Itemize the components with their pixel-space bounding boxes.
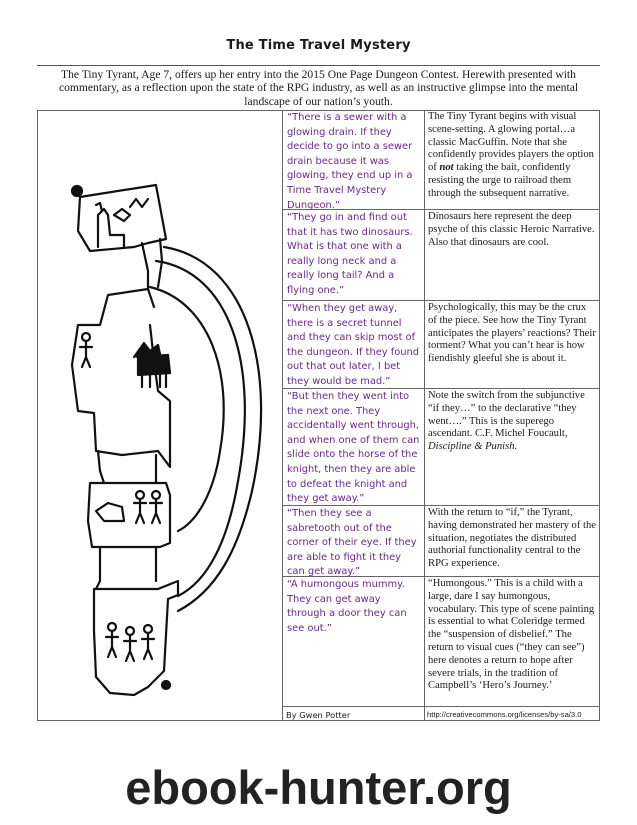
page-title: The Time Travel Mystery <box>226 38 411 53</box>
comment-text: “Humongous.” This is a child with a large, dare I say humongous, vocabulary. This type of scene painting is essential to what Coleridge termed the “suspension of disbelief.” The return to visual cues (“they can see”) here denotes a return to hope after severe trials, in the tradition of Campbell’s ‘Hero’s Journey.’ <box>428 578 595 692</box>
quote-row-3 <box>283 301 424 389</box>
comment-row-3 <box>424 301 600 389</box>
quote-text: “But then they went into the next one. They accidentally went through, and when one of them can slide onto the horse of the knight, then they are able to defeat the knight and they get away.” <box>287 391 420 505</box>
quote-column <box>282 110 425 721</box>
watermark-text: ebook-hunter.org <box>125 761 512 814</box>
comment-text: Psychologically, this may be the crux of the piece. See how the Tiny Tyrant anticipates the players’ reactions? Their torment? What you can’t hear is how fiendishly gleeful she is about it. <box>428 302 596 365</box>
title-rule <box>37 65 600 66</box>
comment-text: Dinosaurs here represent the deep psyche of this classic Heroic Narrative. Also that dinosaurs are cool. <box>428 211 595 248</box>
quote-row-1 <box>283 110 424 210</box>
license-link[interactable]: http://creativecommons.org/licenses/by-sa/3.0 <box>427 710 582 719</box>
comment-text: With the return to “if,” the Tyrant, having demonstrated her mastery of the situation, negotiates the distributed authorial functionality central to the RPG experience. <box>428 507 596 570</box>
quote-text: “There is a sewer with a glowing drain. If they decide to go into a sewer drain because it was glowing, they end up in a Time Travel Mystery Dungeon.” <box>287 112 413 211</box>
room-dinosaurs <box>78 185 166 251</box>
quote-row-5 <box>283 506 424 577</box>
intro-paragraph: The Tiny Tyrant, Age 7, offers up her entry into the 2015 One Page Dungeon Contest. Herewith presented with commentary, as a reflection upon the state of the RPG industry, as well as an instructive glimpse into the mental landscape of our nation’s youth. <box>58 68 579 108</box>
author-byline: By Gwen Potter <box>286 710 351 720</box>
comment-row-1 <box>424 110 600 210</box>
comment-row-4 <box>424 389 600 506</box>
hallway-knight <box>72 289 170 467</box>
quote-row-2 <box>283 210 424 301</box>
quote-text: “A humongous mummy. They can get away through a door they can see out.” <box>287 579 407 634</box>
comment-text: The Tiny Tyrant begins with visual scene-setting. A glowing portal…a classic MacGuffin. Note that she confidently provides players the option of not taking the bait, confidently resisting the urge to railroad them through the subsequent narrative. <box>428 111 594 199</box>
quote-text: “Then they see a sabretooth out of the corner of their eye. If they are able to fight it they can get away.” <box>287 508 417 578</box>
comment-text: Note the switch from the subjunctive “if they…” to the declarative “they went….” This is the superego ascendant. C.F. Michel Foucault, Discipline & Punish. <box>428 390 585 453</box>
quote-text: “They go in and find out that it has two dinosaurs. What is that one with a really long neck and a really long tail? And a flying one.” <box>287 212 413 296</box>
comment-row-6 <box>424 577 600 707</box>
comment-row-2 <box>424 210 600 301</box>
quote-text: “When they get away, there is a secret tunnel and they can skip most of the dungeon. If they found out that out later, I bet they would be mad.” <box>287 303 420 387</box>
dungeon-map-drawing <box>38 111 282 720</box>
quote-row-6 <box>283 577 424 707</box>
comment-row-5 <box>424 506 600 577</box>
quote-row-4 <box>283 389 424 506</box>
commentary-column <box>424 110 600 721</box>
